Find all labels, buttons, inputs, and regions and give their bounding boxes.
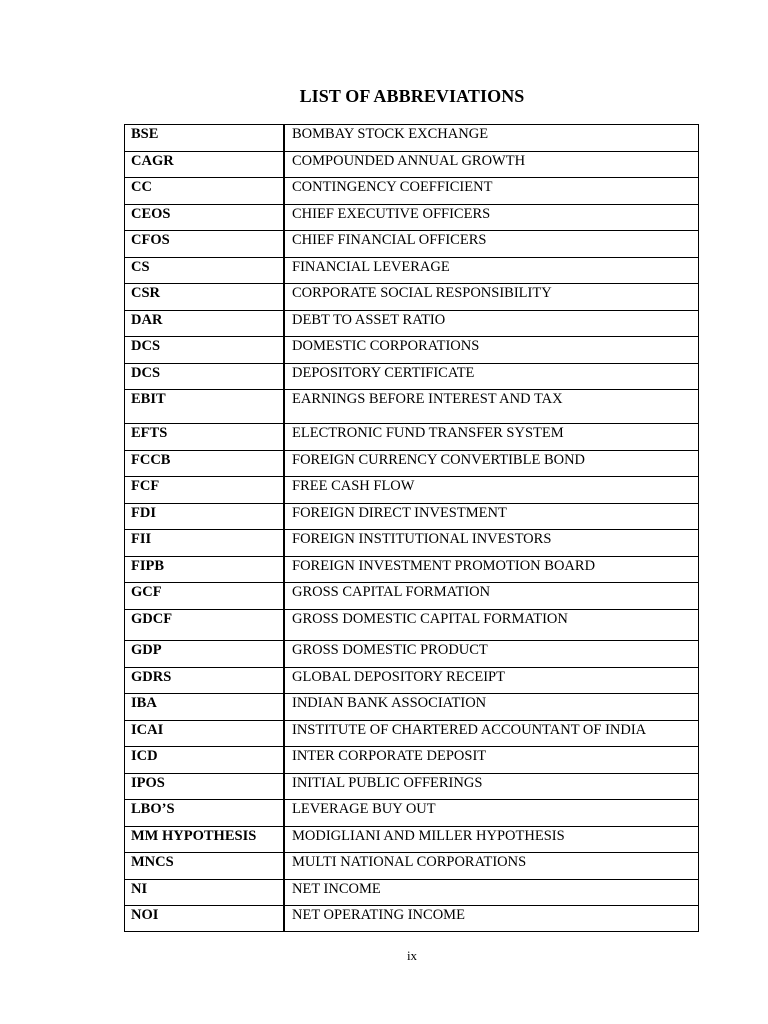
table-row: [125, 747, 699, 774]
page-title: LIST OF ABBREVIATIONS: [299, 86, 525, 106]
abbreviation-cell: FCCB: [125, 451, 285, 477]
abbreviation-cell: NI: [125, 880, 285, 906]
full-form-cell: CHIEF FINANCIAL OFFICERS: [284, 231, 699, 258]
table-row: [125, 694, 699, 721]
table-row: [125, 504, 699, 530]
page-number: ix: [406, 948, 418, 963]
abbreviation-cell: FII: [125, 530, 285, 557]
full-form-cell: LEVERAGE BUY OUT: [284, 800, 699, 827]
abbreviation-cell: CEOS: [125, 205, 285, 231]
full-form-cell: MULTI NATIONAL CORPORATIONS: [284, 853, 699, 880]
full-form-cell: DOMESTIC CORPORATIONS: [284, 337, 699, 364]
full-form-cell: GROSS DOMESTIC PRODUCT: [284, 641, 699, 668]
table-row: [125, 827, 699, 853]
full-form-cell: GROSS CAPITAL FORMATION: [284, 583, 699, 610]
abbreviation-cell: LBO’S: [125, 800, 285, 827]
table-row: [125, 451, 699, 477]
abbreviation-cell: ICAI: [125, 721, 285, 747]
full-form-cell: DEBT TO ASSET RATIO: [284, 311, 699, 337]
table-row: [125, 390, 699, 424]
full-form-cell: FOREIGN CURRENCY CONVERTIBLE BOND: [284, 451, 699, 477]
full-form-cell: FOREIGN INSTITUTIONAL INVESTORS: [284, 530, 699, 557]
table-row: [125, 557, 699, 583]
abbreviation-cell: DCS: [125, 364, 285, 390]
abbreviations-table: [124, 124, 699, 932]
abbreviation-cell: IBA: [125, 694, 285, 721]
table-row: [125, 641, 699, 668]
table-row: [125, 205, 699, 231]
abbreviation-cell: IPOS: [125, 774, 285, 800]
abbreviation-cell: MM HYPOTHESIS: [125, 827, 285, 853]
table-row: [125, 152, 699, 178]
table-row: [125, 231, 699, 258]
table-row: [125, 477, 699, 504]
abbreviation-cell: DCS: [125, 337, 285, 364]
abbreviation-cell: GDP: [125, 641, 285, 668]
full-form-cell: FINANCIAL LEVERAGE: [284, 258, 699, 284]
full-form-cell: INDIAN BANK ASSOCIATION: [284, 694, 699, 721]
table-row: [125, 800, 699, 827]
table-row: [125, 364, 699, 390]
full-form-cell: COMPOUNDED ANNUAL GROWTH: [284, 152, 699, 178]
full-form-cell: GROSS DOMESTIC CAPITAL FORMATION: [284, 610, 699, 641]
table-row: [125, 178, 699, 205]
full-form-cell: NET INCOME: [284, 880, 699, 906]
full-form-cell: ELECTRONIC FUND TRANSFER SYSTEM: [284, 424, 699, 451]
table-row: [125, 258, 699, 284]
full-form-cell: INTER CORPORATE DEPOSIT: [284, 747, 699, 774]
table-row: [125, 424, 699, 451]
full-form-cell: FOREIGN DIRECT INVESTMENT: [284, 504, 699, 530]
full-form-cell: EARNINGS BEFORE INTEREST AND TAX: [284, 390, 699, 424]
full-form-cell: FOREIGN INVESTMENT PROMOTION BOARD: [284, 557, 699, 583]
full-form-cell: NET OPERATING INCOME: [284, 906, 699, 932]
table-row: [125, 125, 699, 152]
abbreviation-cell: EBIT: [125, 390, 285, 424]
table-row: [125, 284, 699, 311]
abbreviation-cell: MNCS: [125, 853, 285, 880]
full-form-cell: INSTITUTE OF CHARTERED ACCOUNTANT OF INDIA: [284, 721, 699, 747]
abbreviation-cell: EFTS: [125, 424, 285, 451]
full-form-cell: GLOBAL DEPOSITORY RECEIPT: [284, 668, 699, 694]
abbreviation-cell: BSE: [125, 125, 285, 152]
abbreviation-cell: GDRS: [125, 668, 285, 694]
abbreviation-cell: CFOS: [125, 231, 285, 258]
full-form-cell: CONTINGENCY COEFFICIENT: [284, 178, 699, 205]
abbreviation-cell: CC: [125, 178, 285, 205]
table-row: [125, 906, 699, 932]
abbreviation-cell: FDI: [125, 504, 285, 530]
abbreviation-cell: GCF: [125, 583, 285, 610]
table-row: [125, 337, 699, 364]
full-form-cell: BOMBAY STOCK EXCHANGE: [284, 125, 699, 152]
abbreviation-cell: CAGR: [125, 152, 285, 178]
abbreviation-cell: NOI: [125, 906, 285, 932]
abbreviation-cell: FCF: [125, 477, 285, 504]
full-form-cell: MODIGLIANI AND MILLER HYPOTHESIS: [284, 827, 699, 853]
table-row: [125, 853, 699, 880]
full-form-cell: CHIEF EXECUTIVE OFFICERS: [284, 205, 699, 231]
abbreviations-table-body: [125, 125, 699, 932]
abbreviation-cell: CS: [125, 258, 285, 284]
table-row: [125, 668, 699, 694]
table-row: [125, 610, 699, 641]
table-row: [125, 583, 699, 610]
table-row: [125, 721, 699, 747]
table-row: [125, 774, 699, 800]
full-form-cell: CORPORATE SOCIAL RESPONSIBILITY: [284, 284, 699, 311]
abbreviation-cell: GDCF: [125, 610, 285, 641]
table-row: [125, 530, 699, 557]
abbreviation-cell: CSR: [125, 284, 285, 311]
full-form-cell: DEPOSITORY CERTIFICATE: [284, 364, 699, 390]
abbreviation-cell: FIPB: [125, 557, 285, 583]
table-row: [125, 311, 699, 337]
full-form-cell: INITIAL PUBLIC OFFERINGS: [284, 774, 699, 800]
full-form-cell: FREE CASH FLOW: [284, 477, 699, 504]
table-row: [125, 880, 699, 906]
abbreviation-cell: DAR: [125, 311, 285, 337]
abbreviation-cell: ICD: [125, 747, 285, 774]
